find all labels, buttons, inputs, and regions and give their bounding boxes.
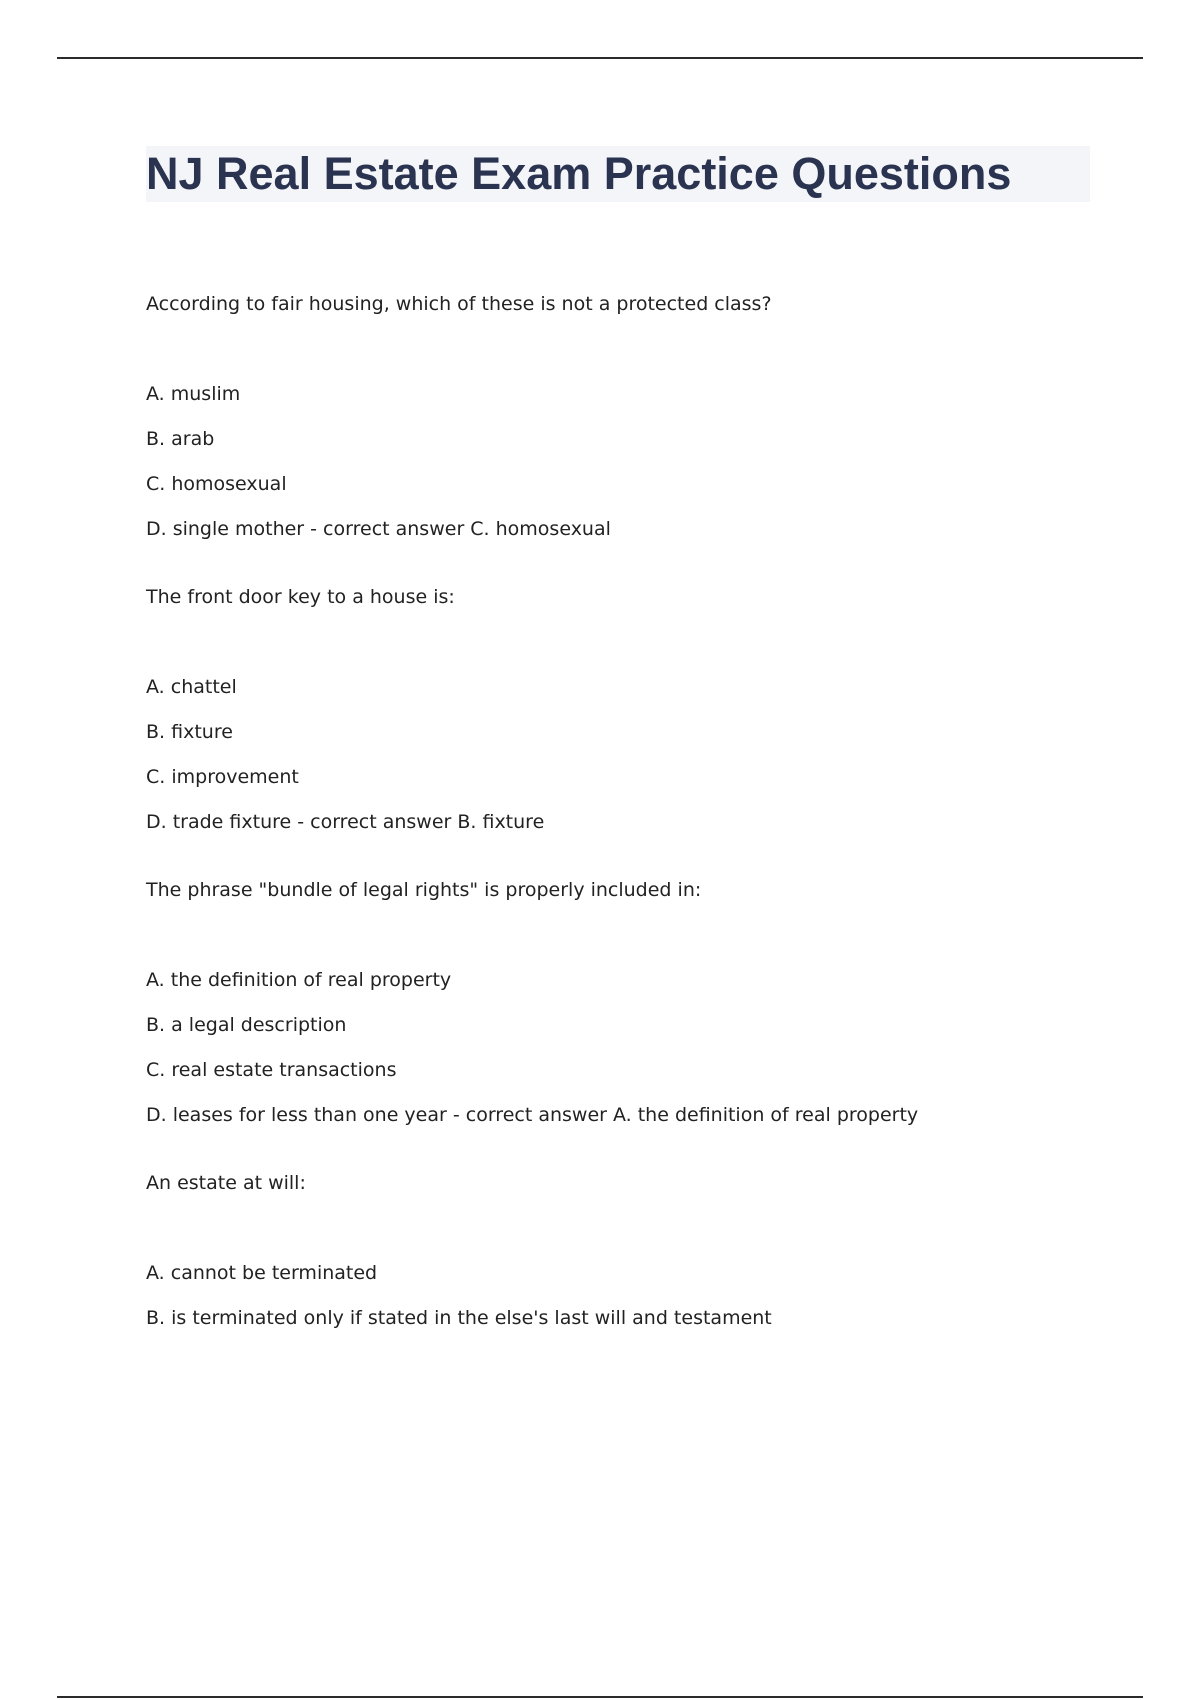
question-list xyxy=(146,290,1106,1332)
question-2 xyxy=(146,583,1106,836)
bottom-divider xyxy=(57,1696,1143,1698)
answer-option: C. improvement xyxy=(146,766,299,788)
answer-option: B. fixture xyxy=(146,721,233,743)
question-text: An estate at will: xyxy=(146,1172,306,1194)
question-4 xyxy=(146,1169,1106,1332)
answer-option: A. chattel xyxy=(146,676,237,698)
answer-option: C. real estate transactions xyxy=(146,1059,397,1081)
top-divider xyxy=(57,57,1143,59)
answer-option: D. leases for less than one year - correct answer A. the definition of real property xyxy=(146,1104,919,1126)
question-text: According to fair housing, which of these is not a protected class? xyxy=(146,293,772,315)
answer-option: B. is terminated only if stated in the else's last will and testament xyxy=(146,1307,772,1329)
answer-option: D. trade fixture - correct answer B. fixture xyxy=(146,811,545,833)
answer-option: A. cannot be terminated xyxy=(146,1262,378,1284)
answer-option: B. a legal description xyxy=(146,1014,347,1036)
answer-option: A. muslim xyxy=(146,383,241,405)
answer-option: D. single mother - correct answer C. homosexual xyxy=(146,518,611,540)
question-1 xyxy=(146,290,1106,543)
answer-option: C. homosexual xyxy=(146,473,287,495)
answer-option: B. arab xyxy=(146,428,215,450)
question-text: The front door key to a house is: xyxy=(146,586,455,608)
page-title: NJ Real Estate Exam Practice Questions xyxy=(146,148,1012,199)
answer-option: A. the definition of real property xyxy=(146,969,452,991)
question-3 xyxy=(146,876,1106,1129)
question-text: The phrase "bundle of legal rights" is properly included in: xyxy=(146,879,702,901)
